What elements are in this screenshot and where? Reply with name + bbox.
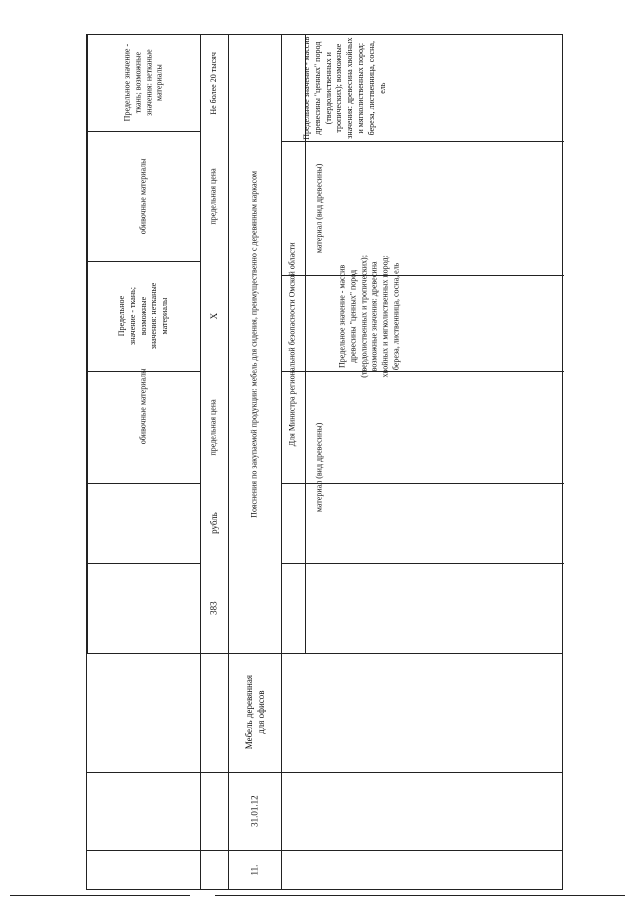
unit-cell (200, 483, 228, 563)
product-name: Мебель деревянная для офисов (243, 675, 266, 750)
material-limit-1: Предельное значение - массив древесины "ценных" пород (твердолиственных и тропических); возможные значения: древесина хвойных и мягколиственных пород: береза, лиственница, сосна, ель (337, 254, 401, 378)
price-label-1: предельная цена (208, 398, 218, 456)
document-table (86, 34, 563, 890)
position-header: Для Министра региональной безопасности Омской области (287, 242, 297, 446)
row-divider (87, 850, 562, 851)
limit-cell-1 (87, 261, 200, 371)
row-divider (87, 653, 562, 654)
upholstery-cell-1 (87, 368, 200, 483)
price-value-cell (200, 35, 228, 131)
row-divider (87, 772, 562, 773)
price-label-cell-2 (200, 131, 228, 261)
limit-cell-2 (87, 35, 200, 131)
upholstery-label-1: обивочные материалы (138, 368, 148, 445)
material-limit-2: Предельное значение - массив древесины "ценных" пород (твердолиственных и тропических); возможные значения: древесина хвойных и мягколиственных пород: береза, лиственница, сосна, ель (301, 36, 387, 140)
product-name-cell (228, 653, 281, 772)
material-limit-cell-1 (305, 254, 435, 378)
unit: рубль (208, 512, 219, 534)
limit-text-1: Предельное значение - ткань; возможные значения: нетканые материалы (116, 282, 169, 350)
material-label-cell-2 (305, 141, 335, 275)
row-number-cell (228, 850, 281, 891)
explanation-cell (228, 35, 281, 653)
okei-code-cell (200, 563, 228, 653)
price-label-cell-1 (200, 371, 228, 483)
row-number: 11. (249, 865, 260, 876)
upholstery-label-2: обивочные материалы (138, 158, 148, 234)
x-mark: X (208, 312, 219, 320)
price-label-2: предельная цена (208, 167, 218, 225)
material-label-1: материал (вид древесины) (314, 422, 324, 512)
material-label-2: материал (вид древесины) (314, 163, 324, 253)
okpd-code-cell (228, 772, 281, 850)
price-value: Не более 20 тысяч (208, 51, 218, 115)
material-label-cell-1 (305, 371, 335, 563)
material-limit-cell-2 (301, 35, 387, 141)
footer-line-left (10, 895, 190, 896)
upholstery-cell-2 (87, 131, 200, 261)
okpd-code: 31.01.12 (249, 795, 260, 827)
okei-code: 383 (208, 601, 219, 615)
explanation-text: Пояснения по закупаемой продукции: мебель для сидения, преимущественно с деревянным каркасом (249, 170, 259, 518)
x-cell (200, 261, 228, 371)
limit-text-2: Предельное значение - ткань; возможные значения: нетканые материалы (121, 44, 164, 122)
footer-line-right (215, 895, 625, 896)
